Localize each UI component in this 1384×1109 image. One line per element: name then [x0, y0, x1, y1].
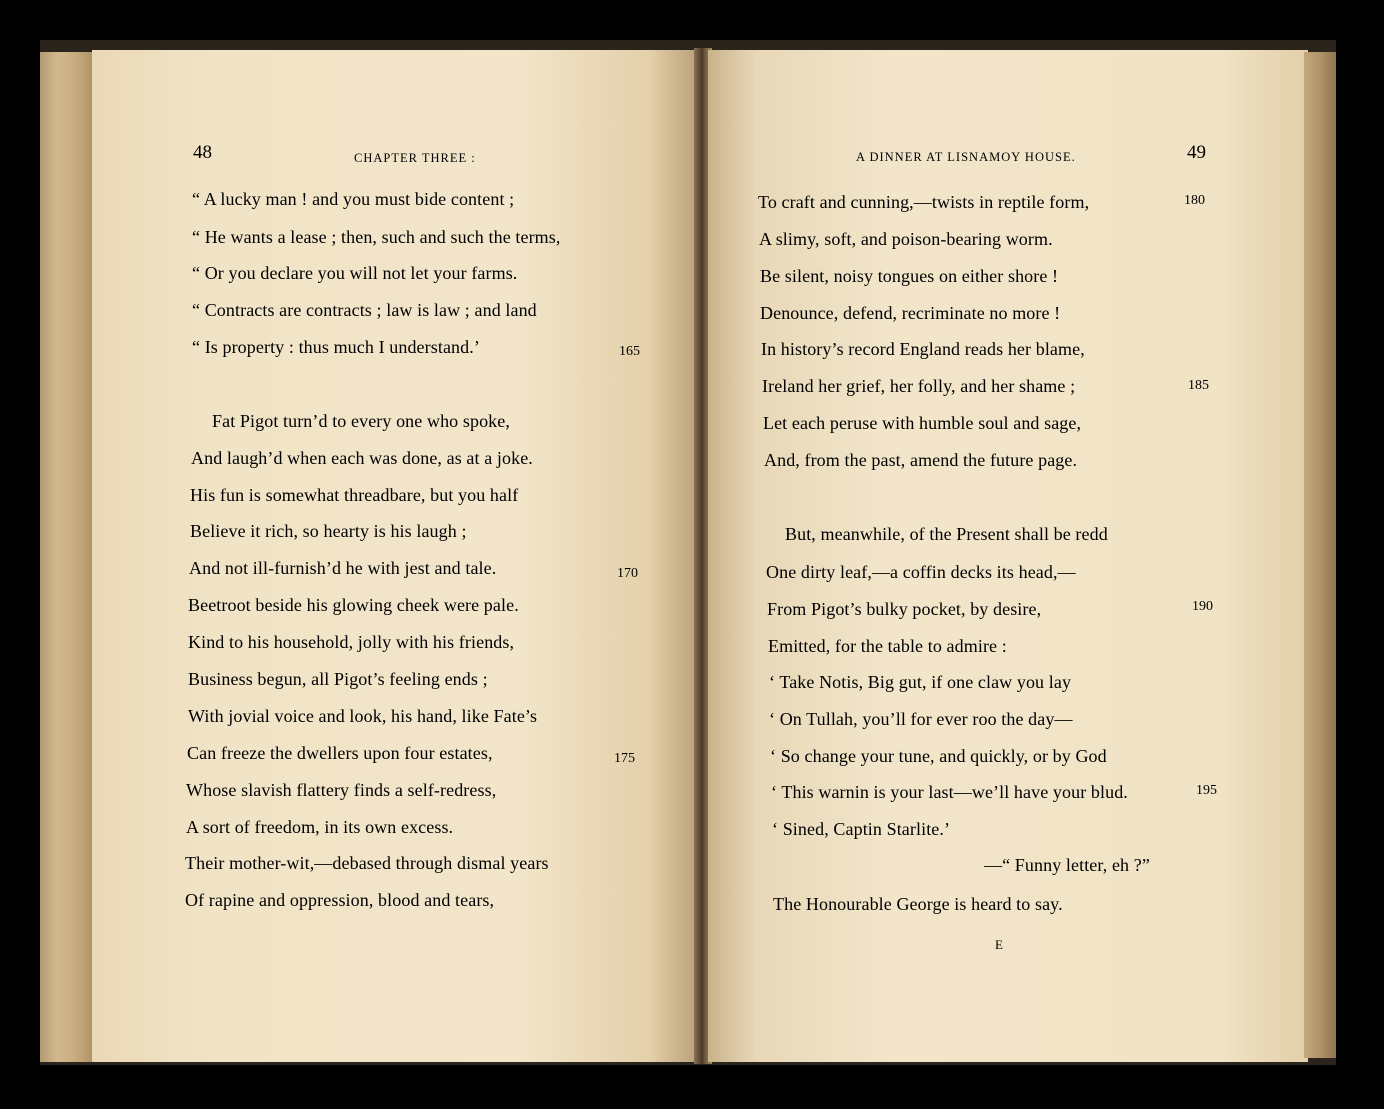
left-page-number: 48 — [193, 142, 212, 163]
right-line-11: From Pigot’s bulky pocket, by desire, — [767, 599, 1042, 619]
right-line-6: Ireland her grief, her folly, and her shame ; — [762, 376, 1076, 396]
right-line-number-180: 180 — [1184, 193, 1205, 208]
left-line-16: Whose slavish flattery finds a self-redress, — [186, 780, 497, 800]
right-line-14: ‘ On Tullah, you’ll for ever roo the day— — [769, 709, 1073, 729]
right-running-head: A DINNER AT LISNAMOY HOUSE. — [856, 150, 1076, 164]
signature-mark: E — [995, 937, 1003, 952]
right-line-number-190: 190 — [1192, 599, 1213, 614]
left-line-14: With jovial voice and look, his hand, like Fate’s — [188, 706, 538, 726]
left-line-19: Of rapine and oppression, blood and tears, — [185, 890, 495, 910]
left-line-1: “ A lucky man ! and you must bide content ; — [192, 189, 515, 209]
right-line-17: ‘ Sined, Captin Starlite.’ — [772, 819, 951, 839]
right-line-1: To craft and cunning,—twists in reptile form, — [758, 192, 1090, 212]
left-line-7: And laugh’d when each was done, as at a joke. — [191, 448, 533, 468]
right-line-3: Be silent, noisy tongues on either shore ! — [760, 266, 1059, 286]
right-line-2: A slimy, soft, and poison-bearing worm. — [759, 229, 1053, 249]
left-line-9: Believe it rich, so hearty is his laugh ; — [190, 521, 467, 541]
right-line-16: ‘ This warnin is your last—we’ll have your blud. — [771, 782, 1128, 802]
left-line-number-175: 175 — [614, 751, 635, 766]
left-line-number-165: 165 — [619, 344, 640, 359]
left-line-6: Fat Pigot turn’d to every one who spoke, — [212, 411, 510, 431]
right-line-number-185: 185 — [1188, 378, 1209, 393]
right-line-4: Denounce, defend, recriminate no more ! — [760, 303, 1061, 323]
right-line-number-195: 195 — [1196, 783, 1217, 798]
left-line-10: And not ill-furnish’d he with jest and tale. — [189, 558, 497, 578]
left-line-4: “ Contracts are contracts ; law is law ; and land — [192, 300, 537, 320]
right-line-18: —“ Funny letter, eh ?” — [984, 855, 1150, 875]
right-line-10: One dirty leaf,—a coffin decks its head,— — [766, 562, 1076, 582]
right-line-5: In history’s record England reads her blame, — [761, 339, 1085, 359]
left-page-edges — [40, 52, 98, 1062]
right-line-15: ‘ So change your tune, and quickly, or by God — [770, 746, 1107, 766]
right-line-19: The Honourable George is heard to say. — [773, 894, 1063, 914]
right-line-9: But, meanwhile, of the Present shall be redd — [785, 524, 1108, 544]
right-line-7: Let each peruse with humble soul and sage, — [763, 413, 1082, 433]
left-line-17: A sort of freedom, in its own excess. — [186, 817, 454, 837]
left-line-3: “ Or you declare you will not let your farms. — [192, 263, 518, 283]
left-line-number-170: 170 — [617, 566, 638, 581]
left-line-13: Business begun, all Pigot’s feeling ends ; — [188, 669, 488, 689]
left-line-18: Their mother-wit,—debased through dismal years — [185, 853, 549, 873]
right-line-8: And, from the past, amend the future page. — [764, 450, 1078, 470]
right-page-number: 49 — [1187, 142, 1206, 163]
left-line-5: “ Is property : thus much I understand.’ — [192, 337, 480, 357]
left-line-8: His fun is somewhat threadbare, but you half — [190, 485, 519, 505]
left-line-12: Kind to his household, jolly with his friends, — [188, 632, 515, 652]
right-line-13: ‘ Take Notis, Big gut, if one claw you lay — [769, 672, 1072, 692]
right-page-edges — [1304, 52, 1336, 1058]
left-line-11: Beetroot beside his glowing cheek were pale. — [188, 595, 519, 615]
left-running-head: CHAPTER THREE : — [354, 151, 476, 165]
left-line-2: “ He wants a lease ; then, such and such the terms, — [192, 227, 561, 247]
right-line-12: Emitted, for the table to admire : — [768, 636, 1007, 656]
left-line-15: Can freeze the dwellers upon four estates, — [187, 743, 493, 763]
